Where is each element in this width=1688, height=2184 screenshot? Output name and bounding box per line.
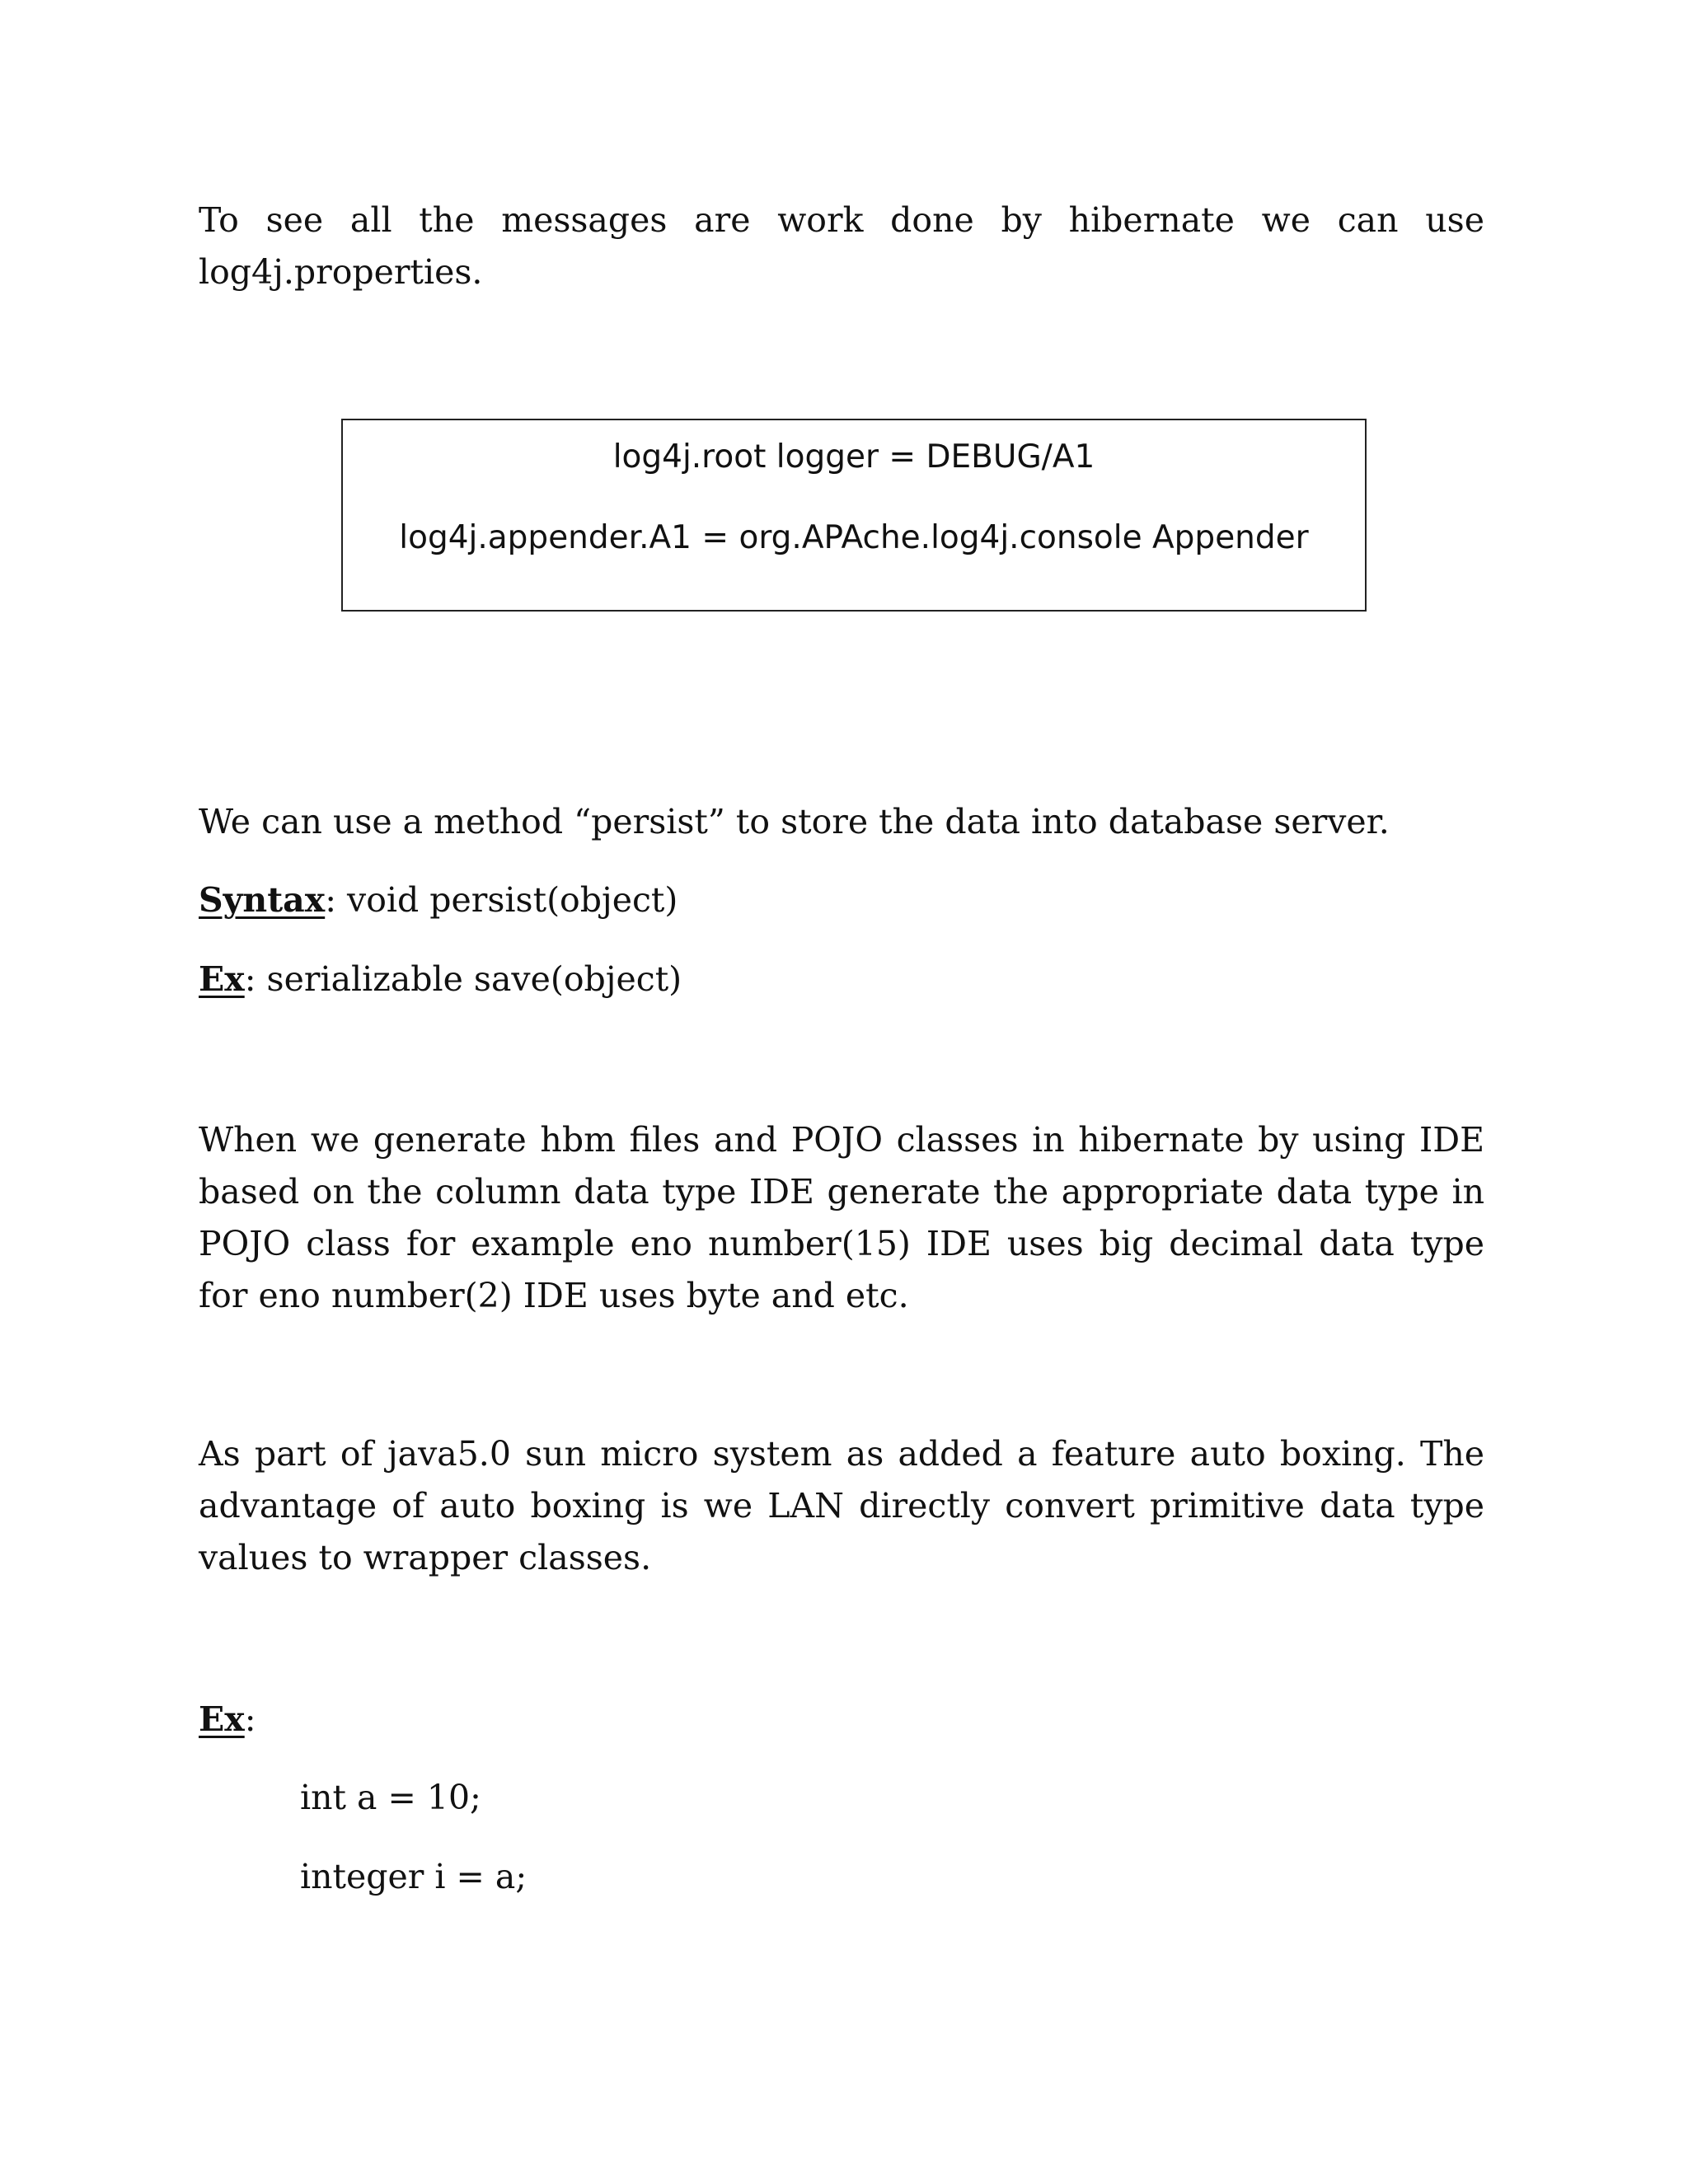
config-root-logger-line: log4j.root logger = DEBUG/A1 [612,438,1095,476]
example-label: Ex [199,959,245,999]
example-value: : serializable save(object) [244,959,682,999]
syntax-line [199,874,678,926]
persist-example-line [199,954,682,1005]
autoboxing-example-heading [199,1694,256,1746]
syntax-value: : void persist(object) [325,880,678,920]
pojo-data-type-paragraph: When we generate hbm files and POJO classes in hibernate by using IDE based on the column data type IDE generate the appropriate data type in POJO class for example eno number(15) IDE uses big decimal data type for eno number(2) IDE uses byte and etc. [199,1120,1484,1315]
autoboxing-example-label: Ex [199,1699,245,1739]
intro-paragraph: To see all the messages are work done by hibernate we can use log4j.properties. [199,200,1484,292]
config-appender-line: log4j.appender.A1 = org.APAche.log4j.console Appender [399,519,1309,556]
log4j-config-box [341,419,1367,612]
autoboxing-paragraph: As part of java5.0 sun micro system as added a feature auto boxing. The advantage of auto boxing is we LAN directly convert primitive data type values to wrapper classes. [199,1434,1484,1577]
persist-method-paragraph: We can use a method “persist” to store the data into database server. [199,802,1390,841]
code-line-int-assignment: int a = 10; [300,1778,481,1817]
code-line-integer-assignment: integer i = a; [300,1857,528,1896]
syntax-label: Syntax [199,880,326,920]
autoboxing-example-colon: : [244,1699,256,1739]
